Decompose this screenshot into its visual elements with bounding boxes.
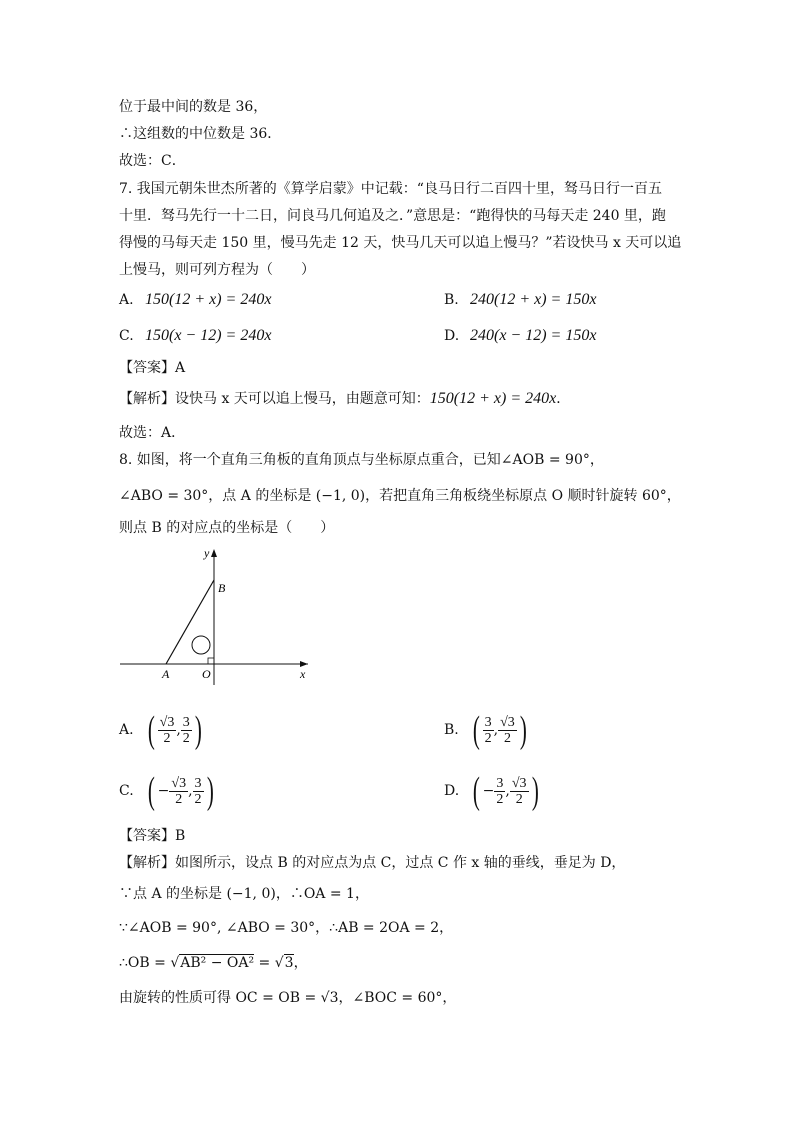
q8-analysis-4: ∴OB = √AB² − OA² = √3， — [119, 955, 308, 971]
option-expr: 240(x − 12) = 150x — [470, 327, 597, 344]
analysis-expr: 150(12 + x) = 240x — [429, 390, 557, 407]
q7-option-d — [444, 326, 596, 346]
q8-line-2: ∠ABO = 30°，点 A 的坐标是 (−1, 0)，若把直角三角板绕坐标原点 O 顺时针旋转 60°， — [119, 488, 681, 504]
option-label: C. — [119, 328, 134, 344]
option-label: A. — [119, 292, 134, 308]
sign: − — [482, 783, 495, 799]
analysis-end: ． — [556, 391, 571, 407]
prev-line-2: ∴这组数的中位数是 36． — [119, 126, 282, 142]
prev-line-3: 故选：C． — [119, 153, 186, 169]
q7-analysis — [119, 389, 570, 409]
sign: − — [157, 783, 170, 799]
label-b: B — [218, 581, 226, 595]
q8-option-d: D. ( − $\frac{3}{2}$ , $\frac{√3}{2}$ ) — [444, 770, 539, 812]
q7-option-c — [119, 326, 271, 346]
option-label: D. — [444, 783, 460, 799]
option-expr: 150(x − 12) = 240x — [145, 327, 272, 344]
option-expr: 240(12 + x) = 150x — [470, 291, 597, 308]
analysis-text: 【解析】设快马 x 天可以追上慢马，由题意可知： — [119, 391, 430, 407]
triangle-figure — [118, 545, 318, 685]
q8-option-c: C. ( − $\frac{√3}{2}$ , $\frac{3}{2}$ ) — [119, 770, 214, 812]
q7-option-b — [444, 290, 596, 310]
option-label: A. — [119, 722, 134, 738]
option-label: D. — [444, 328, 460, 344]
option-label: B. — [444, 292, 459, 308]
q8-analysis-1: 【解析】如图所示，设点 B 的对应点为点 C，过点 C 作 x 轴的垂线，垂足为 D， — [119, 855, 626, 871]
q8-answer: 【答案】B — [119, 828, 186, 844]
q8-analysis-2: ∵点 A 的坐标是 (−1, 0)，∴OA = 1， — [119, 886, 369, 902]
q7-line-3: 得慢的马每天走 150 里，慢马先走 12 天，快马几天可以追上慢马？”若设快马 x 天可以追 — [119, 235, 682, 251]
q7-line-2: 十里．驽马先行一十二日，问良马几何追及之．”意思是：“跑得快的马每天走 240 里，跑 — [119, 208, 666, 224]
label-o: O — [202, 667, 211, 681]
q8-analysis-5: 由旋转的性质可得 OC = OB = √3，∠BOC = 60°， — [119, 990, 457, 1006]
option-label: B. — [444, 722, 459, 738]
label-y: y — [204, 546, 210, 560]
q7-line-4: 上慢马，则可列方程为（ ） — [119, 262, 315, 278]
prev-line-1: 位于最中间的数是 36， — [119, 99, 268, 115]
q7-answer: 【答案】A — [119, 360, 186, 376]
q8-line-1: 8. 如图，将一个直角三角板的直角顶点与坐标原点重合，已知∠AOB = 90°， — [119, 452, 604, 468]
label-a: A — [162, 667, 170, 681]
option-label: C. — [119, 783, 134, 799]
q8-option-b: B. ( $\frac{3}{2}$ , $\frac{√3}{2}$ ) — [444, 709, 527, 751]
q7-option-a — [119, 290, 271, 310]
option-expr: 150(12 + x) = 240x — [145, 291, 272, 308]
q8-line-3: 则点 B 的对应点的坐标是（ ） — [119, 520, 335, 536]
q7-choose: 故选：A． — [119, 425, 186, 441]
q7-line-1: 7. 我国元朝朱世杰所著的《算学启蒙》中记载：“良马日行二百四十里，驽马日行一百五 — [119, 181, 662, 197]
label-x: x — [300, 667, 306, 681]
q8-analysis-3: ∵∠AOB = 90°, ∠ABO = 30°，∴AB = 2OA = 2， — [119, 920, 454, 936]
q8-option-a: A. ( $\frac{√3}{2}$ , $\frac{3}{2}$ ) — [119, 709, 202, 751]
